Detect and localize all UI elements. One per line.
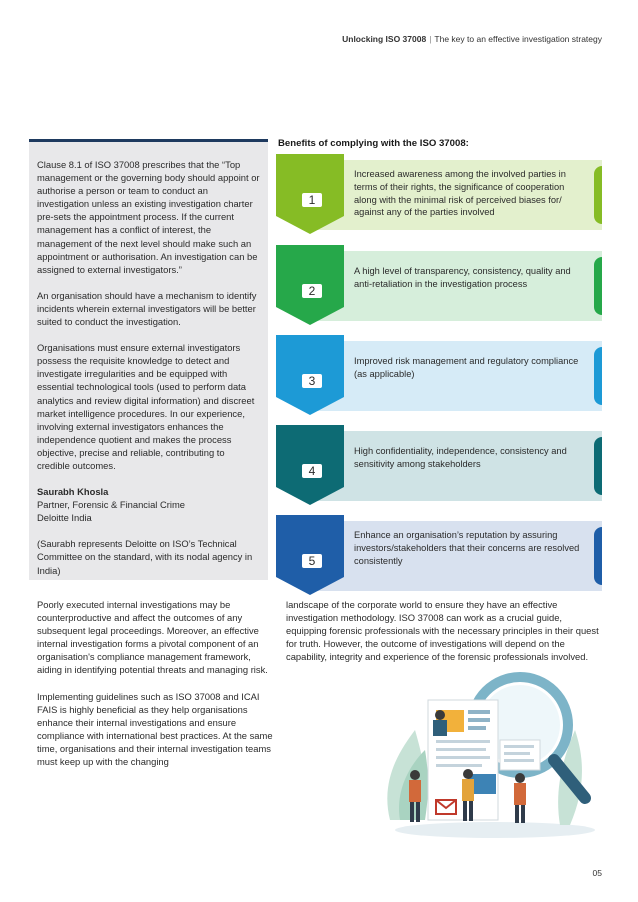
running-header <box>342 34 602 44</box>
benefit-text: Improved risk management and regulatory compliance (as applicable) <box>354 356 579 379</box>
author-title: Partner, Forensic & Financial Crime <box>37 499 185 511</box>
benefit-text: Increased awareness among the involved parties in terms of their rights, the significance of cooperation along with the minimal risk of perceived biases for/ against any of the parties involved <box>354 169 566 218</box>
benefit-text: A high level of transparency, consistency, quality and anti-retaliation in the investigation process <box>354 266 571 289</box>
benefit-card-edge <box>594 347 602 405</box>
benefits-title: Benefits of complying with the ISO 37008: <box>278 138 469 149</box>
header-separator: | <box>429 34 432 44</box>
benefit-card-edge <box>594 527 602 585</box>
quote-paragraph: Organisations must ensure external investigators possess the requisite knowledge to detect and investigate irregularities and be equipped with essential technological tools (used to perform data analytics and review digital information) and discreet market intelligence procedures. In our experience, involving external investigators enhances the independence quotient and makes the process objective, precise and reliable, contributing to credible outcomes. <box>37 342 255 471</box>
page-number: 05 <box>592 868 602 878</box>
quote-box <box>29 139 268 580</box>
benefit-item-2 <box>276 251 602 321</box>
quote-paragraph: Clause 8.1 of ISO 37008 prescribes that the “Top management or the governing body should appoint or authorise a person or team to conduct an investigation unless an existing investigation charter pre-sets the appointment process. If the current management has a conflict of interest, the management of the next level should make such an appointment or authorisation. An investigation can be assigned to external investigators.” <box>37 159 260 275</box>
body-paragraph: Implementing guidelines such as ISO 37008 and ICAI FAIS is highly beneficial as they help organisations enhance their internal investigations and ensure compliance with international best practices. At the same time, organisations and their internal investigation teams must keep up with the changing <box>37 690 273 768</box>
benefit-card-edge <box>594 257 602 315</box>
header-title: Unlocking ISO 37008 <box>342 34 427 44</box>
benefit-item-5 <box>276 521 602 591</box>
benefit-number: 1 <box>302 193 322 207</box>
benefit-number: 3 <box>302 374 322 388</box>
body-left-column <box>37 598 277 781</box>
benefit-number: 4 <box>302 464 322 478</box>
benefit-card-edge <box>594 166 602 224</box>
benefit-text: Enhance an organisation’s reputation by assuring investors/stakeholders that their concerns are resolved consistently <box>354 530 580 566</box>
benefit-text: High confidentiality, independence, consistency and sensitivity among stakeholders <box>354 446 567 469</box>
quote-paragraph: An organisation should have a mechanism to identify incidents wherein external investigators will be better suited to conduct the investigation. <box>37 289 257 328</box>
benefit-item-3 <box>276 341 602 411</box>
author-note: (Saurabh represents Deloitte on ISO’s Technical Committee on the standard, with its nodal agency in India) <box>37 538 253 576</box>
header-subtitle: The key to an effective investigation strategy <box>434 34 602 44</box>
body-paragraph: Poorly executed internal investigations may be counterproductive and affect the outcomes of any subsequent legal proceedings. Moreover, an effective internal investigation forms a pivotal component of an organisation's compliance management framework, aiding in identifying potential threats and managing risk. <box>37 599 268 676</box>
benefit-number: 2 <box>302 284 322 298</box>
benefit-number: 5 <box>302 554 322 568</box>
benefit-card-edge <box>594 437 602 495</box>
benefit-item-4 <box>276 431 602 501</box>
magnifying-glass-investigation-icon <box>370 670 602 842</box>
author-name: Saurabh Khosla <box>37 486 109 498</box>
author-company: Deloitte India <box>37 512 92 524</box>
body-paragraph: landscape of the corporate world to ensure they have an effective investigation methodology. ISO 37008 can work as a crucial guide, equipping forensic professionals with the necessary principles in their quest for truth. However, the outcome of investigations will depend on the capability, integrity and experience of the forensic professionals involved. <box>286 599 599 663</box>
benefit-item-1 <box>276 160 602 230</box>
body-right-column <box>286 598 601 663</box>
